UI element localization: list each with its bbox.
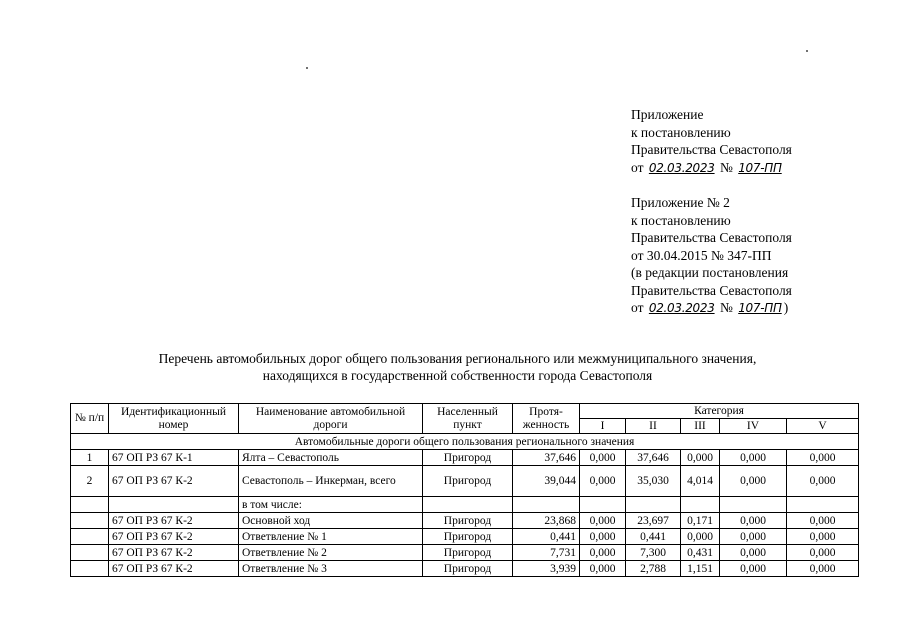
header-cat-2: II	[626, 419, 681, 434]
header-name: Наименование автомобильной дороги	[239, 404, 423, 434]
cell-locality: Пригород	[423, 529, 513, 545]
appendix-current-date-line	[631, 159, 792, 178]
handwritten-number: 107-ПП	[738, 301, 782, 315]
cell-id: 67 ОП РЗ 67 К-1	[109, 450, 239, 466]
table-row	[71, 561, 859, 577]
appendix-prev-line5: (в редакции постановления	[631, 265, 789, 280]
table-row	[71, 545, 859, 561]
handwritten-date: 02.03.2023	[648, 160, 715, 175]
cell-length: 23,868	[513, 513, 580, 529]
header-num: № п/п	[71, 404, 109, 434]
cell-cat-4: 0,000	[720, 561, 787, 577]
cell-id: 67 ОП РЗ 67 К-2	[109, 466, 239, 497]
cell-num	[71, 497, 109, 513]
cell-cat-3	[681, 497, 720, 513]
appendix-current-line2: к постановлению	[631, 124, 731, 140]
cell-num	[71, 513, 109, 529]
cell-locality: Пригород	[423, 513, 513, 529]
header-cat-3: III	[681, 419, 720, 434]
cell-cat-3: 1,151	[681, 561, 720, 577]
cell-cat-1: 0,000	[580, 545, 626, 561]
cell-cat-4: 0,000	[720, 529, 787, 545]
cell-id: 67 ОП РЗ 67 К-2	[109, 513, 239, 529]
appendix-prev-line2: к постановлению	[631, 212, 731, 228]
scan-speck-top-center	[306, 67, 308, 69]
title-line2: находящихся в государственной собственности города Севастополя	[262, 368, 653, 383]
date-prefix: от	[631, 159, 644, 175]
cell-cat-2: 2,788	[626, 561, 681, 577]
cell-id: 67 ОП РЗ 67 К-2	[109, 561, 239, 577]
header-locality: Населенный пункт	[423, 404, 513, 434]
cell-length: 0,441	[513, 529, 580, 545]
cell-cat-2: 7,300	[626, 545, 681, 561]
cell-name: Основной ход	[239, 513, 423, 529]
cell-name: Ялта – Севастополь	[239, 450, 423, 466]
header-cat-4: IV	[720, 419, 787, 434]
cell-locality: Пригород	[423, 561, 513, 577]
cell-length	[513, 497, 580, 513]
cell-cat-2: 23,697	[626, 513, 681, 529]
cell-length: 37,646	[513, 450, 580, 466]
cell-id: 67 ОП РЗ 67 К-2	[109, 545, 239, 561]
date-prefix: от	[631, 300, 644, 315]
cell-name: в том числе:	[239, 497, 423, 513]
appendix-current-line1: Приложение	[631, 107, 704, 122]
cell-cat-4: 0,000	[720, 466, 787, 497]
table-row	[71, 450, 859, 466]
cell-cat-5: 0,000	[787, 513, 859, 529]
cell-cat-2	[626, 497, 681, 513]
header-length: Протя-женность	[513, 404, 580, 434]
cell-locality: Пригород	[423, 450, 513, 466]
appendix-prev-line4: от 30.04.2015 № 347-ПП	[631, 247, 772, 263]
number-prefix: №	[719, 300, 733, 315]
cell-num	[71, 545, 109, 561]
cell-id	[109, 497, 239, 513]
cell-id: 67 ОП РЗ 67 К-2	[109, 529, 239, 545]
cell-cat-1: 0,000	[580, 513, 626, 529]
cell-cat-5: 0,000	[787, 529, 859, 545]
cell-num	[71, 529, 109, 545]
table-row	[71, 466, 859, 497]
cell-cat-1: 0,000	[580, 561, 626, 577]
cell-locality: Пригород	[423, 545, 513, 561]
title-line1: Перечень автомобильных дорог общего пользования регионального или межмуниципального значения,	[158, 351, 757, 366]
cell-num: 1	[71, 450, 109, 466]
cell-locality	[423, 497, 513, 513]
table-row	[71, 497, 859, 513]
cell-cat-5: 0,000	[787, 545, 859, 561]
appendix-prev-date-line	[631, 299, 792, 318]
section-title: Автомобильные дороги общего пользования регионального значения	[71, 434, 859, 450]
cell-cat-3: 0,000	[681, 529, 720, 545]
cell-length: 39,044	[513, 466, 580, 497]
number-prefix: №	[719, 159, 733, 175]
cell-cat-3: 0,171	[681, 513, 720, 529]
appendix-prev-line3: Правительства Севастополя	[631, 230, 792, 245]
cell-cat-5: 0,000	[787, 450, 859, 466]
cell-cat-1: 0,000	[580, 450, 626, 466]
appendix-current-line3: Правительства Севастополя	[631, 142, 792, 157]
table-row	[71, 513, 859, 529]
document-title	[60, 350, 855, 384]
scan-speck-top-right	[806, 50, 808, 52]
cell-name: Ответвление № 3	[239, 561, 423, 577]
cell-cat-2: 35,030	[626, 466, 681, 497]
cell-cat-3: 4,014	[681, 466, 720, 497]
cell-cat-4: 0,000	[720, 513, 787, 529]
cell-cat-1	[580, 497, 626, 513]
header-category: Категория	[580, 404, 859, 419]
cell-cat-1: 0,000	[580, 529, 626, 545]
appendix-prev-block	[631, 194, 792, 318]
cell-length: 7,731	[513, 545, 580, 561]
cell-name: Ответвление № 1	[239, 529, 423, 545]
cell-cat-4: 0,000	[720, 545, 787, 561]
cell-cat-1: 0,000	[580, 466, 626, 497]
header-cat-5: V	[787, 419, 859, 434]
handwritten-number: 107-ПП	[738, 160, 782, 175]
cell-cat-2: 37,646	[626, 450, 681, 466]
appendix-current-block	[631, 106, 792, 177]
cell-cat-5	[787, 497, 859, 513]
cell-num: 2	[71, 466, 109, 497]
cell-name: Ответвление № 2	[239, 545, 423, 561]
cell-locality: Пригород	[423, 466, 513, 497]
cell-num	[71, 561, 109, 577]
handwritten-date: 02.03.2023	[648, 301, 715, 315]
header-cat-1: I	[580, 419, 626, 434]
header-id: Идентификационный номер	[109, 404, 239, 434]
cell-name: Севастополь – Инкерман, всего	[239, 466, 423, 497]
appendix-prev-line1: Приложение № 2	[631, 195, 730, 210]
table-row	[71, 529, 859, 545]
cell-cat-3: 0,431	[681, 545, 720, 561]
cell-cat-3: 0,000	[681, 450, 720, 466]
cell-length: 3,939	[513, 561, 580, 577]
appendix-prev-line6: Правительства Севастополя	[631, 282, 792, 298]
roads-table	[70, 403, 859, 577]
cell-cat-2: 0,441	[626, 529, 681, 545]
closing-paren: )	[783, 300, 789, 315]
cell-cat-4	[720, 497, 787, 513]
cell-cat-5: 0,000	[787, 561, 859, 577]
cell-cat-5: 0,000	[787, 466, 859, 497]
cell-cat-4: 0,000	[720, 450, 787, 466]
